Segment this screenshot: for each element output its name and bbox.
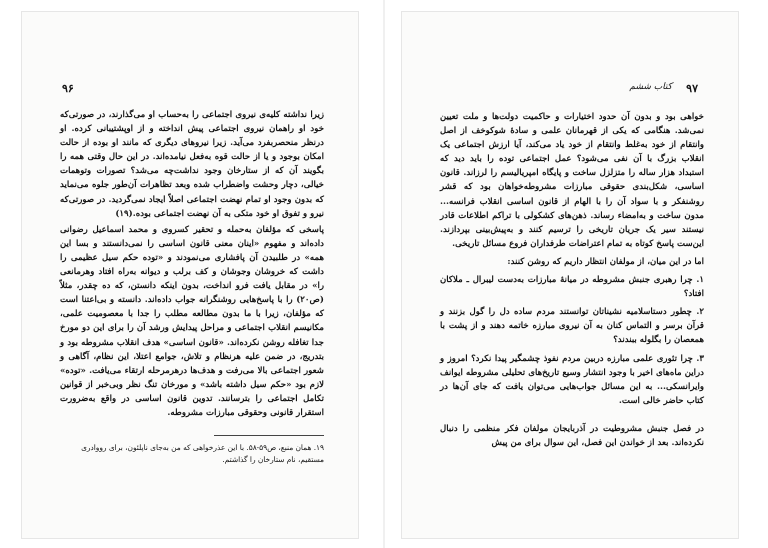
footnote: ۱۹. همان منبع، ص۵۹-۵۸. با این عذرخواهی که من به‌جای ناپلئون، برای رووادری مستقیم، نام ستارخان را گذاشتم.	[81, 443, 324, 464]
right-paragraph-question-intro: اما در این میان، از مولفان انتظار داریم که روشن کنند:	[507, 256, 704, 267]
right-question-1: ۱. چرا رهبری جنبش مشروطه در میانهٔ مبارزات به‌دست لیبرال ـ ملاکان افتاد؟	[440, 275, 704, 300]
left-paragraph-1: زیرا نداشته کلیه‌ی نیروی اجتماعی را به‌حساب او می‌گذارند، در صورتی‌که خود او راهمان نیروی اجتماعی پیش انداخته و از اوپشتیبانی کرده. او درنظر منحصربفرد می‌آید. زیرا نیروهای دیگری که مانند او بوده از حالت امکان بوجود و یا از حالت قوه به‌فعل نیامده‌اند. در این حال وقتی همه را بگویند آن که از ستارخان وجود نداشت‌چه می‌شد؟ تصورات وتوهمات خیالی، دچار وحشت واضطراب شده وبعد تظاهرات آن‌طور جلوه می‌نماید که بدون وجود او تمام نهضت اجتماعی اصلاً ایجاد نمی‌گردید. در صورتی‌که نیرو و تفوق او خود متکی به آن نهضت اجتماعی بوده.(۱۹)	[60, 110, 324, 219]
right-page-number: ۹۷	[686, 82, 698, 95]
right-paragraph-last: در فصل جنبش مشروطیت در آذربایجان مولفان فکر منظمی را دنبال نکرده‌اند. بعد از خواندن این فصل، این سوال برای من پیش	[440, 423, 704, 448]
right-question-3: ۳. چرا تئوری علمی مبارزه دربین مردم نفوذ چشمگیر پیدا نکرد؟ امروز و دراین ماه‌های اخیر با وجود انتشار وسیع تاریخ‌های تحلیلی مشروطه ایوانف وایرانسکی... به این مسائل جواب‌هایی می‌توان یافت که جای آن‌ها در کتاب حاضر خالی است.	[440, 353, 704, 406]
left-page-header	[62, 82, 318, 98]
right-paragraph-1: خواهی بود و بدون آن حدود اختیارات و حاکمیت دولت‌ها و ملت تعیین نمی‌شد. هنگامی که یکی از قهرمانان علمی و سادهٔ شوکوخف از اصل وانتقام از خود به‌غلط وانتقام از خود یاد می‌کند، آیا ارزش اجتماعی یک انقلاب بزرگ با آن نفی می‌شود؟ عمل اجتماعی توده را باید دید که استبداد هزار ساله را متزلزل ساخت و پایگاه امپریالیسم را لرزاند. قانون اساسی، شکل‌بندی حقوقی مبارزات مشروطه‌خواهان بود که قشر روشنفکر و با سواد آن را با الهام از قانون اساسی انقلاب فرانسه... مدون ساخت و به‌امضاء رساند. ذهن‌های کشکولی با تراکم اطلاعات قادر نیستند سیر یک جریان تاریخی را ترسیم کنند و به‌پیش‌بینی بپردازند. این‌ست پاسخ کوتاه به تمام اعتراضات طرفداران فروع مسائل تاریخی.	[440, 112, 704, 249]
right-page	[402, 12, 738, 538]
book-gutter	[383, 0, 385, 548]
left-page	[22, 12, 358, 538]
running-head: کتاب ششم	[629, 82, 672, 92]
right-question-2: ۲. چطور دستاسلامیه نشیناتان توانستند مردم ساده دل را گول بزنند و قرآن برسر و التماس کنان به آن نیروی مبارزه خاتمه دهند و از پشت با همعصان را بگلوله ببندند؟	[440, 307, 704, 346]
footnote-divider	[214, 435, 324, 436]
right-page-header	[442, 82, 698, 98]
left-page-body	[60, 108, 324, 420]
right-page-body	[440, 110, 704, 450]
left-paragraph-2: پاسخی که مؤلفان به‌حمله و تحقیر کسروی و محمد اسماعیل رضوانی داده‌اند و مفهوم «اینان معنی قانون اساسی را نمی‌دانستند و بسا این همه» در طلبیدن آن پافشاری می‌نمودند و «توده حکم سیل عظیمی را داشت که خروشان وجوشان و کف برلب و دیوانه به‌راه افتاد وهرمانعی را» در مقابل یافت فرو انداخت، بدون اینکه دانستن، که ده چقدر، مثلاً (ص۲۰) را با پاسخ‌هایی روشنگرانه جواب داده‌اند. دانسته و بی‌اعتنا است که مؤلفان، زیرا با ما بدون مطالعه مطلب را جدا با معصومیت علمی، مکانیسم انقلاب اجتماعی و مراحل پیدایش ورشد آن را برای این دو مورخ جدا تغافله روشن نکرده‌اند. «قانون اساسی» هدف انقلاب مشروطه بود و بتدریج، در ضمن علیه هرنظام و تلاش، جوامع اعتلا، این نظام، آگاهی و شعور اجتماعی بالا می‌رفت و هدف‌ها درهرمرحله ارتقاء می‌یافت. «توده» لازم بود «حکم سیل داشته باشد» و مورخان تنگ نظر وبی‌خبر از قوانین تکامل اجتماعی را بترسانند. تدوین قانون اساسی در واقع به‌ضرورت استقرار قانونی وحقوقی مبارزات مشروطه.	[60, 224, 324, 418]
left-page-number: ۹۶	[62, 82, 74, 95]
